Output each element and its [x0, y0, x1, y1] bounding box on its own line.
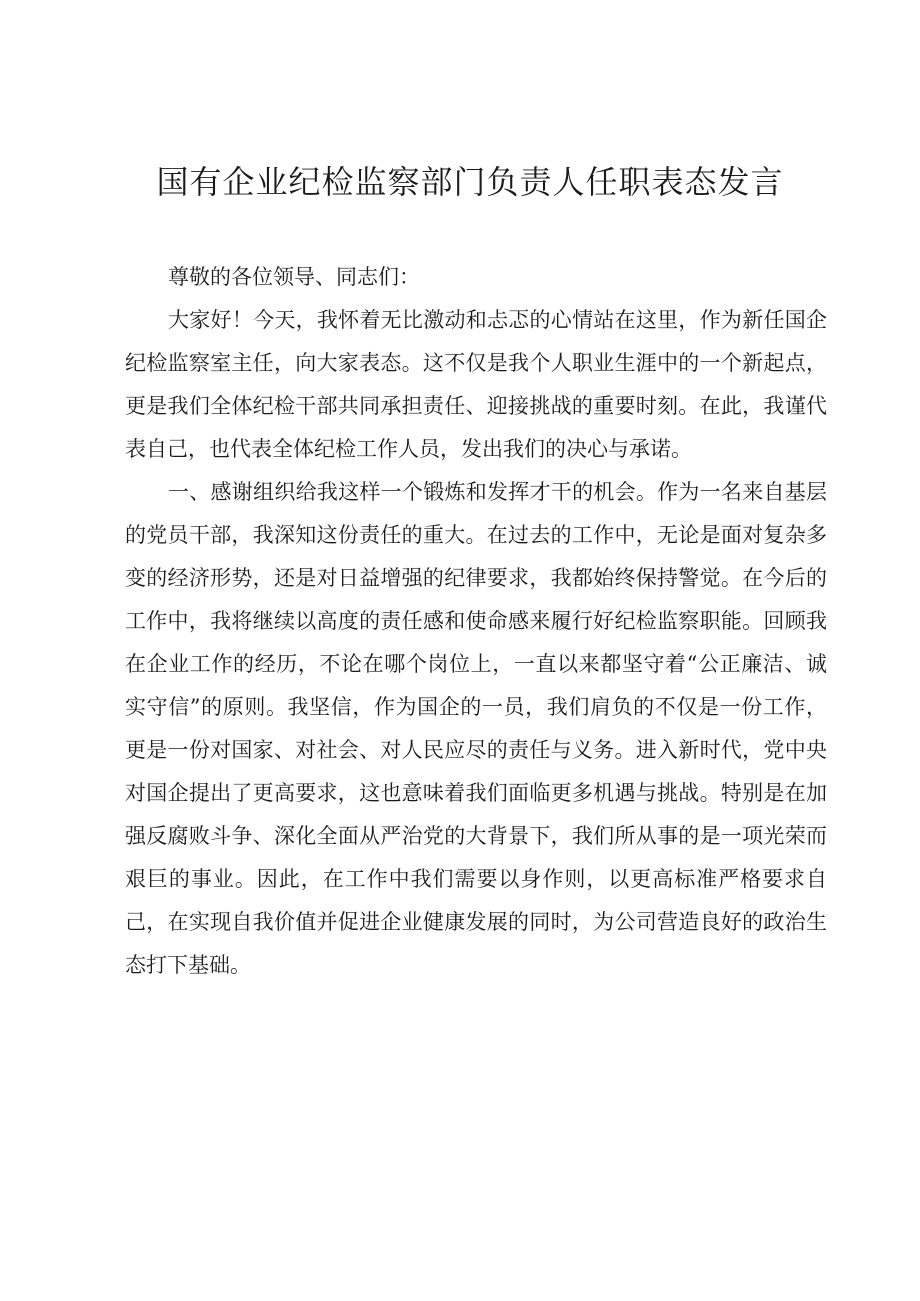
document-title: 国有企业纪检监察部门负责人任职表态发言	[156, 163, 784, 201]
paragraph-section-one: 一、感谢组织给我这样一个锻炼和发挥才干的机会。作为一名来自基层的党员干部，我深知这份责任的重大。在过去的工作中，无论是面对复杂多变的经济形势，还是对日益增强的纪律要求，我都始终保持警觉。在今后的工作中，我将继续以高度的责任感和使命感来履行好纪检监察职能。回顾我在企业工作的经历，不论在哪个岗位上，一直以来都坚守着“公正廉洁、诚实守信”的原则。我坚信，作为国企的一员，我们肩负的不仅是一份工作，更是一份对国家、对社会、对人民应尽的责任与义务。进入新时代，党中央对国企提出了更高要求，这也意味着我们面临更多机遇与挑战。特别是在加强反腐败斗争、深化全面从严治党的大背景下，我们所从事的是一项光荣而艰巨的事业。因此，在工作中我们需要以身作则，以更高标准严格要求自己，在实现自我价值并促进企业健康发展的同时，为公司营造良好的政治生态打下基础。	[125, 480, 827, 977]
salutation: 尊敬的各位领导、同志们：	[168, 265, 420, 289]
paragraph-opening: 大家好！今天，我怀着无比激动和忐忑的心情站在这里，作为新任国企纪检监察室主任，向大家表态。这不仅是我个人职业生涯中的一个新起点，更是我们全体纪检干部共同承担责任、迎接挑战的重要时刻。在此，我谨代表自己，也代表全体纪检工作人员，发出我们的决心与承诺。	[125, 308, 827, 461]
document-body	[125, 256, 827, 987]
